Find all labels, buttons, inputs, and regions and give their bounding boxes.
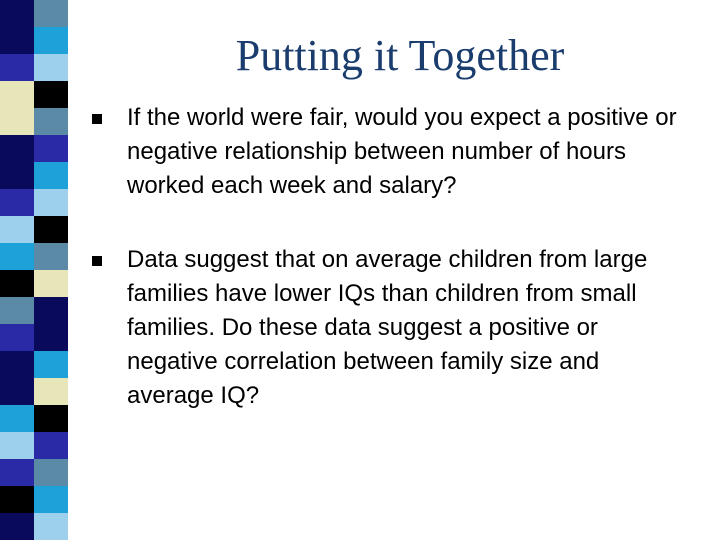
stripe-block bbox=[0, 432, 34, 459]
stripe-block bbox=[34, 135, 68, 162]
stripe-block bbox=[0, 324, 34, 351]
stripe-row bbox=[0, 189, 68, 216]
bullet-item bbox=[92, 101, 692, 203]
stripe-block bbox=[34, 216, 68, 243]
stripe-row bbox=[0, 432, 68, 459]
stripe-row bbox=[0, 108, 68, 135]
stripe-row bbox=[0, 270, 68, 297]
square-bullet-icon bbox=[92, 256, 102, 266]
stripe-row bbox=[0, 351, 68, 378]
stripe-block bbox=[0, 513, 34, 540]
stripe-block bbox=[0, 378, 34, 405]
square-bullet-icon bbox=[92, 114, 102, 124]
stripe-block bbox=[34, 162, 68, 189]
stripe-block bbox=[34, 513, 68, 540]
stripe-block bbox=[34, 108, 68, 135]
stripe-block bbox=[0, 135, 34, 162]
stripe-row bbox=[0, 486, 68, 513]
stripe-block bbox=[34, 378, 68, 405]
stripe-block bbox=[0, 27, 34, 54]
stripe-block bbox=[0, 297, 34, 324]
stripe-row bbox=[0, 513, 68, 540]
stripe-block bbox=[34, 351, 68, 378]
stripe-block bbox=[34, 486, 68, 513]
stripe-block bbox=[0, 216, 34, 243]
stripe-block bbox=[34, 324, 68, 351]
stripe-block bbox=[0, 486, 34, 513]
decorative-stripe-bar bbox=[0, 0, 68, 540]
stripe-block bbox=[0, 162, 34, 189]
stripe-block bbox=[34, 54, 68, 81]
stripe-block bbox=[0, 81, 34, 108]
stripe-block bbox=[0, 243, 34, 270]
bullet-text: Data suggest that on average children from large families have lower IQs than children from small families. Do these data suggest a positive or negative correlation between family size and average IQ? bbox=[127, 246, 648, 409]
stripe-block bbox=[0, 405, 34, 432]
stripe-row bbox=[0, 81, 68, 108]
stripe-block bbox=[0, 351, 34, 378]
stripe-block bbox=[34, 405, 68, 432]
stripe-row bbox=[0, 27, 68, 54]
stripe-block bbox=[0, 270, 34, 297]
stripe-block bbox=[0, 0, 34, 27]
stripe-block bbox=[34, 270, 68, 297]
stripe-block bbox=[34, 189, 68, 216]
stripe-row bbox=[0, 324, 68, 351]
stripe-row bbox=[0, 459, 68, 486]
stripe-row bbox=[0, 216, 68, 243]
stripe-block bbox=[0, 459, 34, 486]
bullet-item bbox=[92, 243, 692, 413]
stripe-block bbox=[34, 459, 68, 486]
stripe-block bbox=[0, 189, 34, 216]
stripe-row bbox=[0, 162, 68, 189]
stripe-row bbox=[0, 0, 68, 27]
stripe-row bbox=[0, 405, 68, 432]
stripe-block bbox=[34, 243, 68, 270]
stripe-block bbox=[0, 54, 34, 81]
stripe-row bbox=[0, 378, 68, 405]
stripe-row bbox=[0, 297, 68, 324]
stripe-block bbox=[34, 432, 68, 459]
stripe-block bbox=[34, 0, 68, 27]
stripe-row bbox=[0, 54, 68, 81]
stripe-row bbox=[0, 135, 68, 162]
bullet-text: If the world were fair, would you expect a positive or negative relationship between number of hours worked each week and salary? bbox=[127, 104, 677, 199]
stripe-block bbox=[34, 27, 68, 54]
stripe-block bbox=[0, 108, 34, 135]
stripe-block bbox=[34, 81, 68, 108]
slide-title: Putting it Together bbox=[235, 31, 565, 80]
bullet-list bbox=[92, 101, 692, 453]
stripe-row bbox=[0, 243, 68, 270]
stripe-block bbox=[34, 297, 68, 324]
